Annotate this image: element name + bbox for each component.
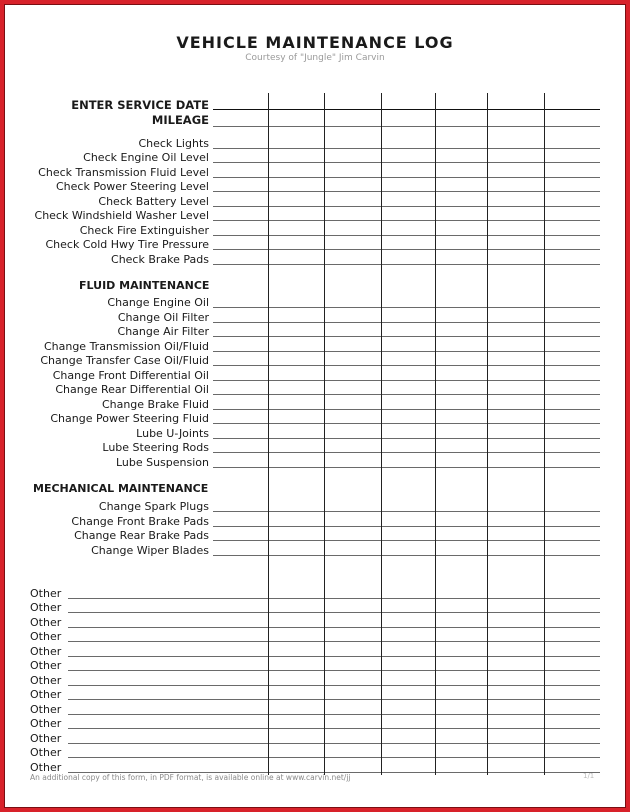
check-item: Check Brake Pads [111, 253, 209, 266]
row-rule [213, 394, 600, 395]
other-rule [68, 656, 600, 657]
other-label: Other [30, 732, 62, 745]
row-rule [213, 177, 600, 178]
column-divider [435, 93, 436, 775]
check-item: Check Engine Oil Level [83, 151, 209, 164]
other-label: Other [30, 659, 62, 672]
check-item: Check Fire Extinguisher [79, 224, 209, 237]
row-rule [213, 540, 600, 541]
mechanical-item: Change Spark Plugs [98, 500, 209, 513]
row-rule [213, 526, 600, 527]
fluid-item: Lube Suspension [115, 456, 209, 469]
other-rule [68, 743, 600, 744]
row-rule [213, 162, 600, 163]
row-rule [213, 249, 600, 250]
service-date-rule [213, 109, 600, 110]
column-divider [324, 93, 325, 775]
row-rule [213, 380, 600, 381]
mileage-label: MILEAGE [151, 113, 209, 127]
other-rule [68, 699, 600, 700]
log-subtitle: Courtesy of "Jungle" Jim Carvin [245, 53, 385, 63]
other-label: Other [30, 746, 62, 759]
column-divider [268, 93, 269, 775]
row-rule [213, 365, 600, 366]
check-item: Check Windshield Washer Level [34, 209, 209, 222]
fluid-item: Lube U-Joints [136, 427, 209, 440]
service-date-label: ENTER SERVICE DATE [71, 98, 209, 112]
other-label: Other [30, 601, 62, 614]
check-item: Check Power Steering Level [56, 180, 209, 193]
other-rule [68, 728, 600, 729]
check-item: Check Battery Level [98, 195, 209, 208]
other-label: Other [30, 587, 62, 600]
row-rule [213, 220, 600, 221]
fluid-item: Change Front Differential Oil [52, 369, 209, 382]
fluid-item: Change Rear Differential Oil [55, 383, 209, 396]
row-rule [213, 307, 600, 308]
check-item: Check Cold Hwy Tire Pressure [45, 238, 209, 251]
other-label: Other [30, 645, 62, 658]
other-rule [68, 598, 600, 599]
mileage-rule [213, 126, 600, 127]
other-rule [68, 641, 600, 642]
fluid-item: Change Transmission Oil/Fluid [43, 340, 209, 353]
row-rule [213, 336, 600, 337]
fluid-item: Change Engine Oil [107, 296, 209, 309]
other-rule [68, 670, 600, 671]
row-rule [213, 264, 600, 265]
row-rule [213, 191, 600, 192]
row-rule [213, 555, 600, 556]
log-title: VEHICLE MAINTENANCE LOG [176, 33, 454, 52]
other-label: Other [30, 630, 62, 643]
column-divider [381, 93, 382, 775]
fluid-item: Change Power Steering Fluid [50, 412, 209, 425]
fluid-item: Lube Steering Rods [102, 441, 209, 454]
other-label: Other [30, 703, 62, 716]
other-label: Other [30, 761, 62, 774]
other-label: Other [30, 717, 62, 730]
other-label: Other [30, 616, 62, 629]
check-item: Check Lights [138, 137, 209, 150]
other-label: Other [30, 674, 62, 687]
fluid-item: Change Oil Filter [117, 311, 209, 324]
row-rule [213, 148, 600, 149]
other-rule [68, 685, 600, 686]
mechanical-item: Change Front Brake Pads [71, 515, 209, 528]
row-rule [213, 351, 600, 352]
row-rule [213, 322, 600, 323]
row-rule [213, 511, 600, 512]
mechanical-item: Change Rear Brake Pads [74, 529, 209, 542]
fluid-item: Change Air Filter [117, 325, 209, 338]
row-rule [213, 206, 600, 207]
mechanical-maintenance-heading: MECHANICAL MAINTENANCE [33, 482, 209, 495]
row-rule [213, 423, 600, 424]
row-rule [213, 235, 600, 236]
row-rule [213, 409, 600, 410]
other-label: Other [30, 688, 62, 701]
other-rule [68, 612, 600, 613]
fluid-item: Change Brake Fluid [101, 398, 209, 411]
check-item: Check Transmission Fluid Level [38, 166, 209, 179]
column-divider [487, 93, 488, 775]
row-rule [213, 438, 600, 439]
other-rule [68, 757, 600, 758]
fluid-maintenance-heading: FLUID MAINTENANCE [79, 279, 210, 292]
row-rule [213, 452, 600, 453]
other-rule [68, 714, 600, 715]
fluid-item: Change Transfer Case Oil/Fluid [40, 354, 209, 367]
page-mark: 1/1 [583, 772, 595, 780]
footnote: An additional copy of this form, in PDF format, is available online at www.carvin.net/jj [30, 773, 351, 782]
mechanical-item: Change Wiper Blades [91, 544, 209, 557]
other-rule [68, 627, 600, 628]
column-divider [544, 93, 545, 775]
row-rule [213, 467, 600, 468]
